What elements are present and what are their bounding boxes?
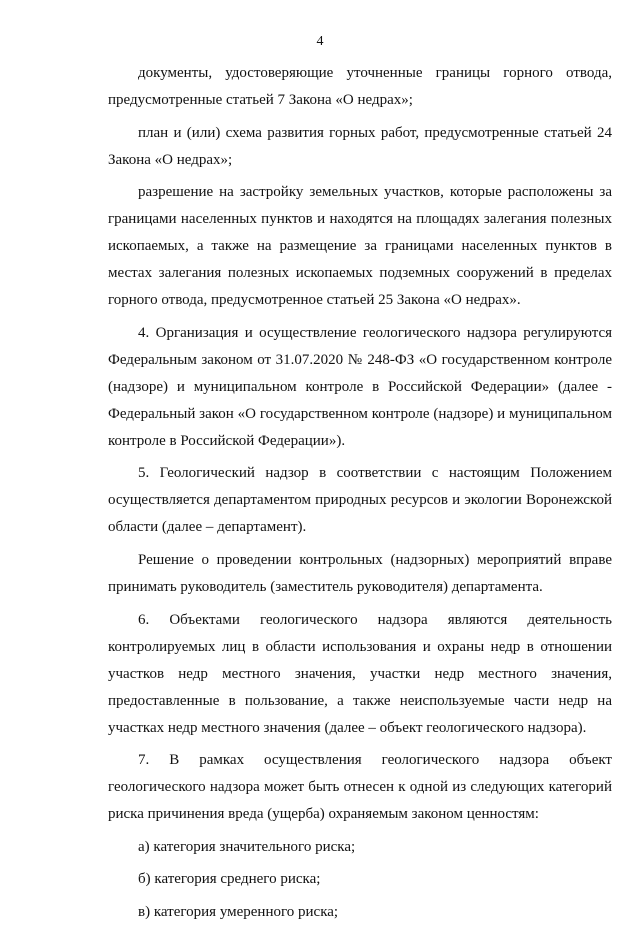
document-body (108, 60, 612, 932)
paragraph-construction-permit: разрешение на застройку земельных участков, которые расположены за границами населенных пунктов и находятся на площадях залегания полезных ископаемых, а также на размещение за границами населенных пунктов в местах залегания полезных ископаемых подземных сооружений в пределах горного отвода, предусмотренное статьей 25 Закона «О недрах». (108, 184, 612, 309)
paragraph-boundaries-documents: документы, удостоверяющие уточненные границы горного отвода, предусмотренные статьей 7 Закона «О недрах»; (108, 65, 612, 108)
paragraph-mining-plan: план и (или) схема развития горных работ, предусмотренные статьей 24 Закона «О недрах»; (108, 124, 612, 168)
paragraph-item-4: 4. Организация и осуществление геологического надзора регулируются Федеральным законом от 31.07.2020 № 248-ФЗ «О государственном контроле (надзоре) и муниципальном контроле в Российской Федерации» (далее - Федеральный закон «О государственном контроле (надзоре) и муниципальном контроле в Российской Федерации»). (108, 324, 612, 449)
paragraph-control-decision: Решение о проведении контрольных (надзорных) мероприятий вправе принимать руководитель (заместитель руководителя) департамента. (108, 551, 612, 595)
list-item-category-c: в) категория умеренного риска; (138, 903, 339, 920)
list-item-category-a: а) категория значительного риска; (138, 838, 356, 855)
paragraph-item-7: 7. В рамках осуществления геологического надзора объект геологического надзора может быть отнесен к одной из следующих категорий риска причинения вреда (ущерба) охраняемым законом ценностям: (108, 752, 612, 823)
page-number: 4 (316, 34, 324, 49)
paragraph-item-6: 6. Объектами геологического надзора являются деятельность контролируемых лиц в области использования и охраны недр в отношении участков недр местного значения, участки недр местного значения, предоставленные в пользование, а также неиспользуемые части недр на участках недр местного значения (далее – объект геологического надзора). (108, 611, 612, 736)
paragraph-item-5: 5. Геологический надзор в соответствии с настоящим Положением осуществляется департаментом природных ресурсов и экологии Воронежской области (далее – департамент). (108, 465, 612, 536)
list-item-category-b: б) категория среднего риска; (138, 871, 321, 888)
